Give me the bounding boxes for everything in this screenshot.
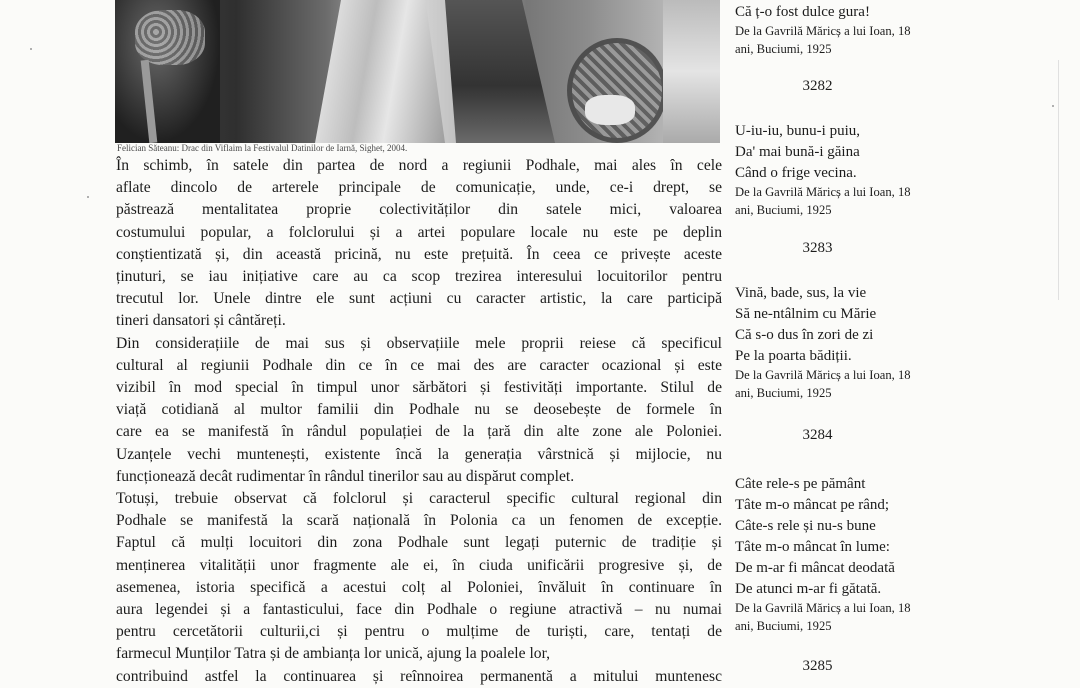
photo-caption: Felician Săteanu: Drac din Viflaim la Festivalul Datinilor de Iarnă, Sighet, 2004. xyxy=(117,143,408,153)
body-text-line: viață cotidiană al multor familii din Podhale nu se deosebește de formele în xyxy=(116,401,722,419)
body-text-line: Podhale se manifestă la scară națională în Polonia ca un fenomen de excepție. xyxy=(116,512,722,530)
scan-speck xyxy=(30,48,32,50)
body-text-line: ținuturi, se iau inițiative care au ca scop trezirea interesului locuitorilor pentru xyxy=(116,268,722,286)
body-text-line: conștientizată și, din această pricină, nu este prețuită. În ceea ce privește aceste xyxy=(116,245,722,263)
verse-source: ani, Buciumi, 1925 xyxy=(735,41,832,56)
verse-source: De la Gavrilă Măricș a lui Ioan, 18 xyxy=(735,368,911,382)
scan-speck xyxy=(1052,105,1054,107)
verse-line: Da' mai bună-i găina xyxy=(735,144,860,160)
body-text-line: tineri dansatori și cântăreți. xyxy=(116,312,286,330)
verse-source: De la Gavrilă Măricș a lui Ioan, 18 xyxy=(735,601,911,615)
body-text-line: Uzanțele vechi muntenești, existente încă la generația vârstnică și mijlocie, nu xyxy=(116,445,722,463)
verse-line: De atunci m-ar fi gătată. xyxy=(735,581,882,597)
verse-line: Că ț-o fost dulce gura! xyxy=(735,4,870,20)
photo-basket-cloth xyxy=(585,95,635,125)
body-text-line: În schimb, în satele din partea de nord a regiunii Podhale, mai ales în cele xyxy=(116,157,722,174)
body-text-line: Din considerațiile de mai sus și observațiile mele proprii reiese că specificul xyxy=(116,334,722,352)
poem-number: 3283 xyxy=(802,240,833,256)
body-text-line: menținerea vitalității unor fragmente ale ei, în ciuda unificării progresive și, de xyxy=(116,556,722,574)
verse-line: De m-ar fi mâncat deodată xyxy=(735,560,895,576)
photo-fur-texture xyxy=(135,10,205,65)
verse-line: Când o frige vecina. xyxy=(735,165,857,181)
folk-costume-photo xyxy=(115,0,720,143)
main-body-text xyxy=(116,155,722,688)
body-text-line: Faptul că mulți locuitori din zona Podhale sunt legați puternic de tradiție și xyxy=(116,534,722,552)
photo-dark-skirt xyxy=(445,0,555,143)
verse-source: ani, Buciumi, 1925 xyxy=(735,385,832,400)
body-text-line: păstrează mentalitatea proprie colectivităților din satele mici, valoarea xyxy=(116,201,722,219)
body-text-line: aflate dincolo de arterele principale de comunicație, unde, ce-i drept, se xyxy=(116,179,722,197)
body-text-line: funcționează decât rudimentar în rândul tinerilor sau au dispărut complet. xyxy=(116,467,575,485)
verse-line: U-iu-iu, bunu-i puiu, xyxy=(735,123,860,139)
verse-line: Că s-o dus în zori de zi xyxy=(735,327,874,343)
verse-source: ani, Buciumi, 1925 xyxy=(735,202,832,217)
verse-source: De la Gavrilă Măricș a lui Ioan, 18 xyxy=(735,24,911,38)
verse-line: Pe la poarta bădiții. xyxy=(735,348,852,364)
body-text-line: vizibil în mod special în timpul unor sărbători și festivități importante. Stilul de xyxy=(116,379,722,397)
body-text-line: pentru cercetătorii culturii,ci și pentru o mulțime de turiști, care, tentați de xyxy=(116,623,722,641)
verse-line: Câte rele-s pe pământ xyxy=(735,476,866,492)
scan-speck xyxy=(87,196,89,198)
verse-line: Vină, bade, sus, la vie xyxy=(735,285,867,301)
body-text-line: cultural al regiunii Podhale din ce în ce mai des are caracter ocazional și este xyxy=(116,356,722,374)
verse-line: Câte-s rele și nu-s bune xyxy=(735,518,876,534)
photo-basket xyxy=(567,38,667,143)
verse-line: Tâte m-o mâncat pe rând; xyxy=(735,497,890,513)
verse-source: De la Gavrilă Măricș a lui Ioan, 18 xyxy=(735,185,911,199)
photo-right-figure xyxy=(663,0,720,143)
body-text-line: contribuind astfel la continuarea și reînnoirea permanentă a mitului muntenesc xyxy=(116,667,722,685)
verse-line: Să ne-ntâlnim cu Mărie xyxy=(735,306,877,322)
body-text-line: trecutul lor. Unele dintre ele sunt acțiuni cu caracter artistic, la care participă xyxy=(116,290,722,308)
verse-line: Tâte m-o mâncat în lume: xyxy=(735,539,890,555)
body-text-line: Totuși, trebuie observat că folclorul și caracterul specific cultural regional din xyxy=(116,490,722,508)
scan-edge-line xyxy=(1058,60,1059,300)
photo-dress-figure xyxy=(315,0,445,143)
body-text-line: aura legendei și a fantasticului, face din Podhale o regiune atractivă – nu numai xyxy=(116,601,722,619)
body-text-line: farmecul Munților Tatra și de ambianța lor unică, ajung la poalele lor, xyxy=(116,645,551,663)
verse-source: ani, Buciumi, 1925 xyxy=(735,618,832,633)
poem-number: 3282 xyxy=(802,78,833,94)
body-text-line: care ea se manifestă în rândul populației de la țară din alte zone ale Poloniei. xyxy=(116,423,722,441)
body-text-line: asemenea, istoria specifică a acestui colț al Poloniei, învăluit în continuare în xyxy=(116,578,722,596)
poem-number: 3285 xyxy=(802,658,833,674)
body-text-line: costumului popular, a folclorului și a artei populare locale nu este pe deplin xyxy=(116,223,722,241)
poem-number: 3284 xyxy=(802,427,833,443)
